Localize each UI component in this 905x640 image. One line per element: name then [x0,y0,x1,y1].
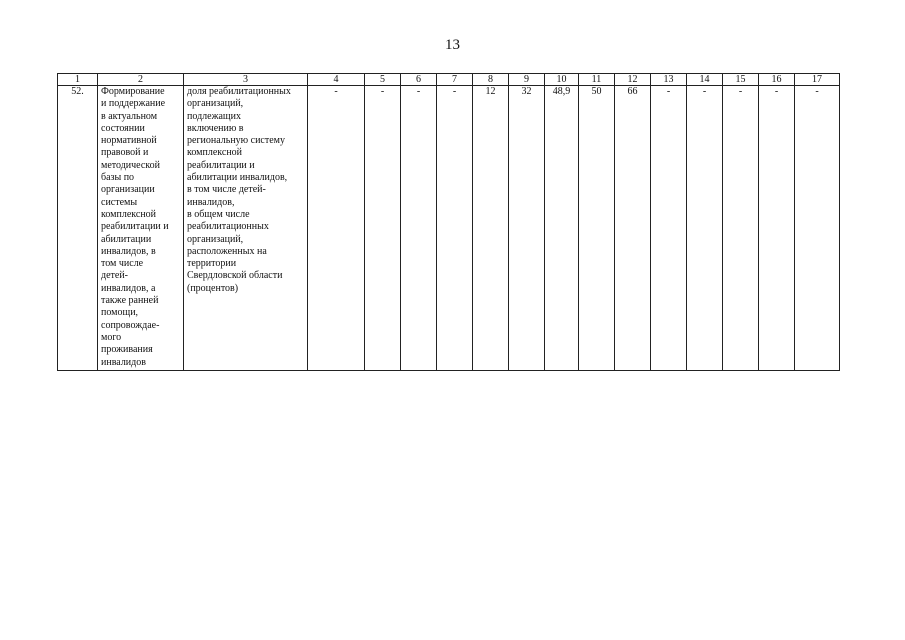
header-cell: 14 [687,74,723,86]
value-cell: - [759,86,795,371]
header-cell: 16 [759,74,795,86]
cell-text-line: Формирование [101,86,165,97]
page-number: 13 [445,37,460,53]
value-cell: 12 [473,86,509,371]
cell-text-line: в том числе детей- [187,184,266,196]
value-cell: 50 [579,86,615,371]
header-cell: 6 [401,74,437,86]
cell-text-line: в общем числе [187,208,250,220]
activity-cell [98,86,184,371]
cell-text-line: также ранней [101,295,159,307]
cell-text-line: помощи, [101,307,139,319]
cell-text-line: методической [101,159,161,171]
cell-text-line: комплексной [101,208,157,220]
value-cell: - [795,86,840,371]
cell-text-line: абилитации инвалидов, [187,172,288,184]
header-cell: 9 [509,74,545,86]
header-cell: 8 [473,74,509,86]
row-number-cell: 52. [58,86,98,371]
value-cell: - [437,86,473,371]
cell-text-line: организаций, [187,98,244,110]
cell-text-line: подлежащих [187,110,241,122]
header-cell: 2 [98,74,184,86]
cell-text-line: расположенных на [187,245,267,257]
header-row [58,74,840,86]
cell-text-line: состоянии [101,122,145,134]
cell-text-line: комплексной [187,147,243,159]
cell-text-line: реабилитации и [187,159,255,171]
cell-text-line: территории [187,258,237,270]
cell-text-line: организаций, [187,233,244,245]
value-cell: 32 [509,86,545,371]
header-cell: 5 [365,74,401,86]
header-cell: 3 [184,74,308,86]
cell-text-line: Свердловской области [187,270,283,282]
cell-text-line: проживания [101,344,153,356]
table-row [58,86,840,371]
cell-text-line: организации [101,184,155,196]
header-cell: 13 [651,74,687,86]
value-cell: - [687,86,723,371]
cell-text-line: базы по [101,172,135,184]
cell-text-line: мого [101,331,122,343]
cell-text-line: (процентов) [187,282,239,294]
cell-text-line: доля реабилитационных [187,86,291,97]
value-cell: - [308,86,365,371]
header-cell: 10 [545,74,579,86]
data-table [57,73,840,371]
value-cell: - [723,86,759,371]
header-cell: 7 [437,74,473,86]
value-cell: - [365,86,401,371]
cell-text-line: и поддержание [101,98,166,110]
cell-text-line: региональную систему [187,135,286,147]
cell-text-line: включению в [187,122,244,134]
cell-text-line: реабилитации и [101,221,169,233]
value-cell: 66 [615,86,651,371]
header-cell: 17 [795,74,840,86]
value-cell: - [651,86,687,371]
cell-text-line: том числе [101,258,144,270]
cell-text-line: абилитации [101,233,152,245]
cell-text-line: детей- [101,270,129,282]
cell-text-line: инвалидов, а [101,282,156,294]
value-cell: 48,9 [545,86,579,371]
header-cell: 15 [723,74,759,86]
cell-text-line: правовой и [101,147,149,159]
header-cell: 11 [579,74,615,86]
cell-text-line: системы [101,196,138,208]
cell-text-line: инвалидов, в [101,245,156,257]
header-cell: 4 [308,74,365,86]
cell-text-line: реабилитационных [187,221,269,233]
cell-text-line: в актуальном [101,110,158,122]
cell-text-line: сопровождае- [101,319,160,331]
cell-text-line: инвалидов, [187,196,235,208]
indicator-cell [184,86,308,371]
cell-text-line: нормативной [101,135,157,147]
value-cell: - [401,86,437,371]
cell-text-line: инвалидов [101,356,146,368]
header-cell: 12 [615,74,651,86]
header-cell: 1 [58,74,98,86]
